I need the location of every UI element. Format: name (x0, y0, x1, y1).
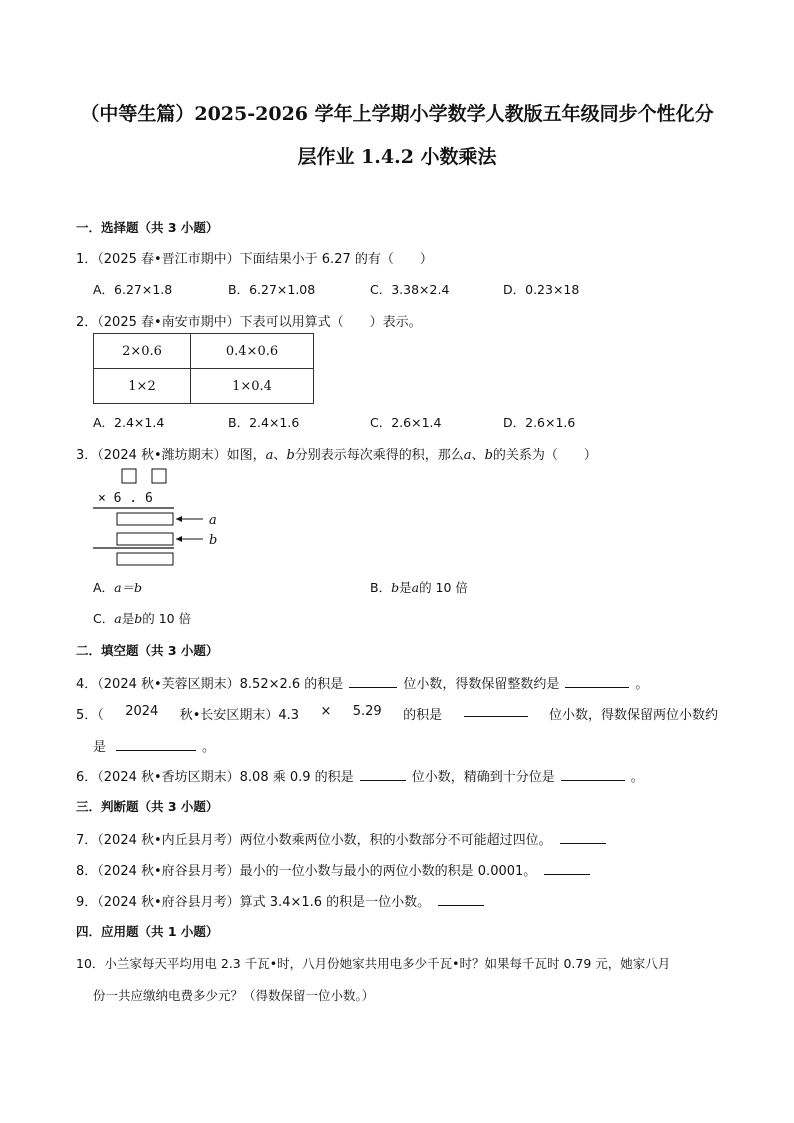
multiplier-text: × 6 . 6 (98, 491, 153, 506)
product-box-a (117, 513, 173, 525)
question-6: 6．（2024 秋•香坊区期末）8.08 乘 0.9 的积是 位小数，精确到十分位是 。 (76, 770, 644, 785)
q2-table-cell: 0.4×0.6 (191, 334, 314, 369)
question-10-line1: 10．小兰家每天平均用电 2.3 千瓦•时，八月份她家共用电多少千瓦•时？如果每千瓦时 0.79 元，她家八月 (76, 956, 671, 971)
question-4: 4．（2024 秋•芙蓉区期末）8.52×2.6 的积是 位小数，得数保留整数约是 。 (76, 677, 649, 692)
product-box-total (117, 553, 173, 565)
q2-option-d: D．2.6×1.6 (503, 415, 576, 430)
var-b: b (286, 448, 295, 463)
section-heading-choice: 一．选择题（共 3 小题） (76, 220, 219, 235)
q2-option-a: A．2.4×1.4 (93, 415, 165, 430)
question-1-stem: 1．（2025 春•晋江市期中）下面结果小于 6.27 的有（ ） (76, 252, 433, 267)
var-a: a (265, 448, 274, 463)
question-9: 9．（2024 秋•府谷县月考）算式 3.4×1.6 的积是一位小数。 (76, 891, 490, 910)
question-10-line2: 份一共应缴纳电费多少元？（得数保留一位小数。） (93, 988, 375, 1003)
label-a: a (209, 513, 217, 528)
answer-blank[interactable] (544, 862, 590, 875)
question-5-line2: 是 。 (93, 740, 216, 755)
q1-option-b: B．6.27×1.08 (228, 282, 316, 297)
label-b: b (209, 533, 218, 548)
digit-box (152, 469, 166, 483)
question-3-stem: 3．（2024 秋•潍坊期末）如图，a、b分别表示每次乘得的积，那么a、b的关系为（ ） (76, 448, 597, 463)
q3-option-b: B．b是a的 10 倍 (370, 580, 468, 595)
q3-option-c: C．a是b的 10 倍 (93, 611, 192, 626)
q1-option-a: A．6.27×1.8 (93, 282, 173, 297)
question-5-line1: 5．（ 2024 秋•长安区期末）4.3 × 5.29 的积是 位小数，得数保留两位小数约 (76, 704, 718, 723)
var-b: b (484, 448, 493, 463)
answer-blank[interactable] (360, 768, 406, 781)
answer-blank[interactable] (565, 675, 629, 688)
q2-table-cell: 2×0.6 (94, 334, 191, 369)
q2-table (93, 333, 314, 404)
var-a: a (463, 448, 472, 463)
section-heading-judge: 三．判断题（共 3 小题） (76, 799, 219, 814)
answer-blank[interactable] (349, 675, 397, 688)
section-heading-fill: 二．填空题（共 3 小题） (76, 643, 219, 658)
q1-option-d: D．0.23×18 (503, 282, 580, 297)
q2-option-c: C．2.6×1.4 (370, 415, 442, 430)
question-8: 8．（2024 秋•府谷县月考）最小的一位小数与最小的两位小数的积是 0.0001。 (76, 860, 596, 879)
answer-blank[interactable] (561, 768, 625, 781)
page-title-line2: 层作业 1.4.2 小数乘法 (297, 146, 497, 168)
page-title-line1: （中等生篇）2025-2026 学年上学期小学数学人教版五年级同步个性化分 (80, 103, 714, 125)
product-box-b (117, 533, 173, 545)
q3-option-a: A．a＝b (93, 580, 143, 595)
q3-multiplication-figure (90, 466, 230, 570)
q1-option-c: C．3.38×2.4 (370, 282, 450, 297)
section-heading-application: 四．应用题（共 1 小题） (76, 924, 219, 939)
answer-blank[interactable] (438, 893, 484, 906)
q2-table-cell: 1×0.4 (191, 369, 314, 404)
question-2-stem: 2．（2025 春•南安市期中）下表可以用算式（ ）表示。 (76, 315, 422, 330)
digit-box (122, 469, 136, 483)
answer-blank[interactable] (464, 704, 528, 717)
q2-option-b: B．2.4×1.6 (228, 415, 300, 430)
q2-table-cell: 1×2 (94, 369, 191, 404)
question-7: 7．（2024 秋•内丘县月考）两位小数乘两位小数，积的小数部分不可能超过四位。 (76, 829, 612, 848)
answer-blank[interactable] (560, 831, 606, 844)
answer-blank[interactable] (116, 738, 196, 751)
